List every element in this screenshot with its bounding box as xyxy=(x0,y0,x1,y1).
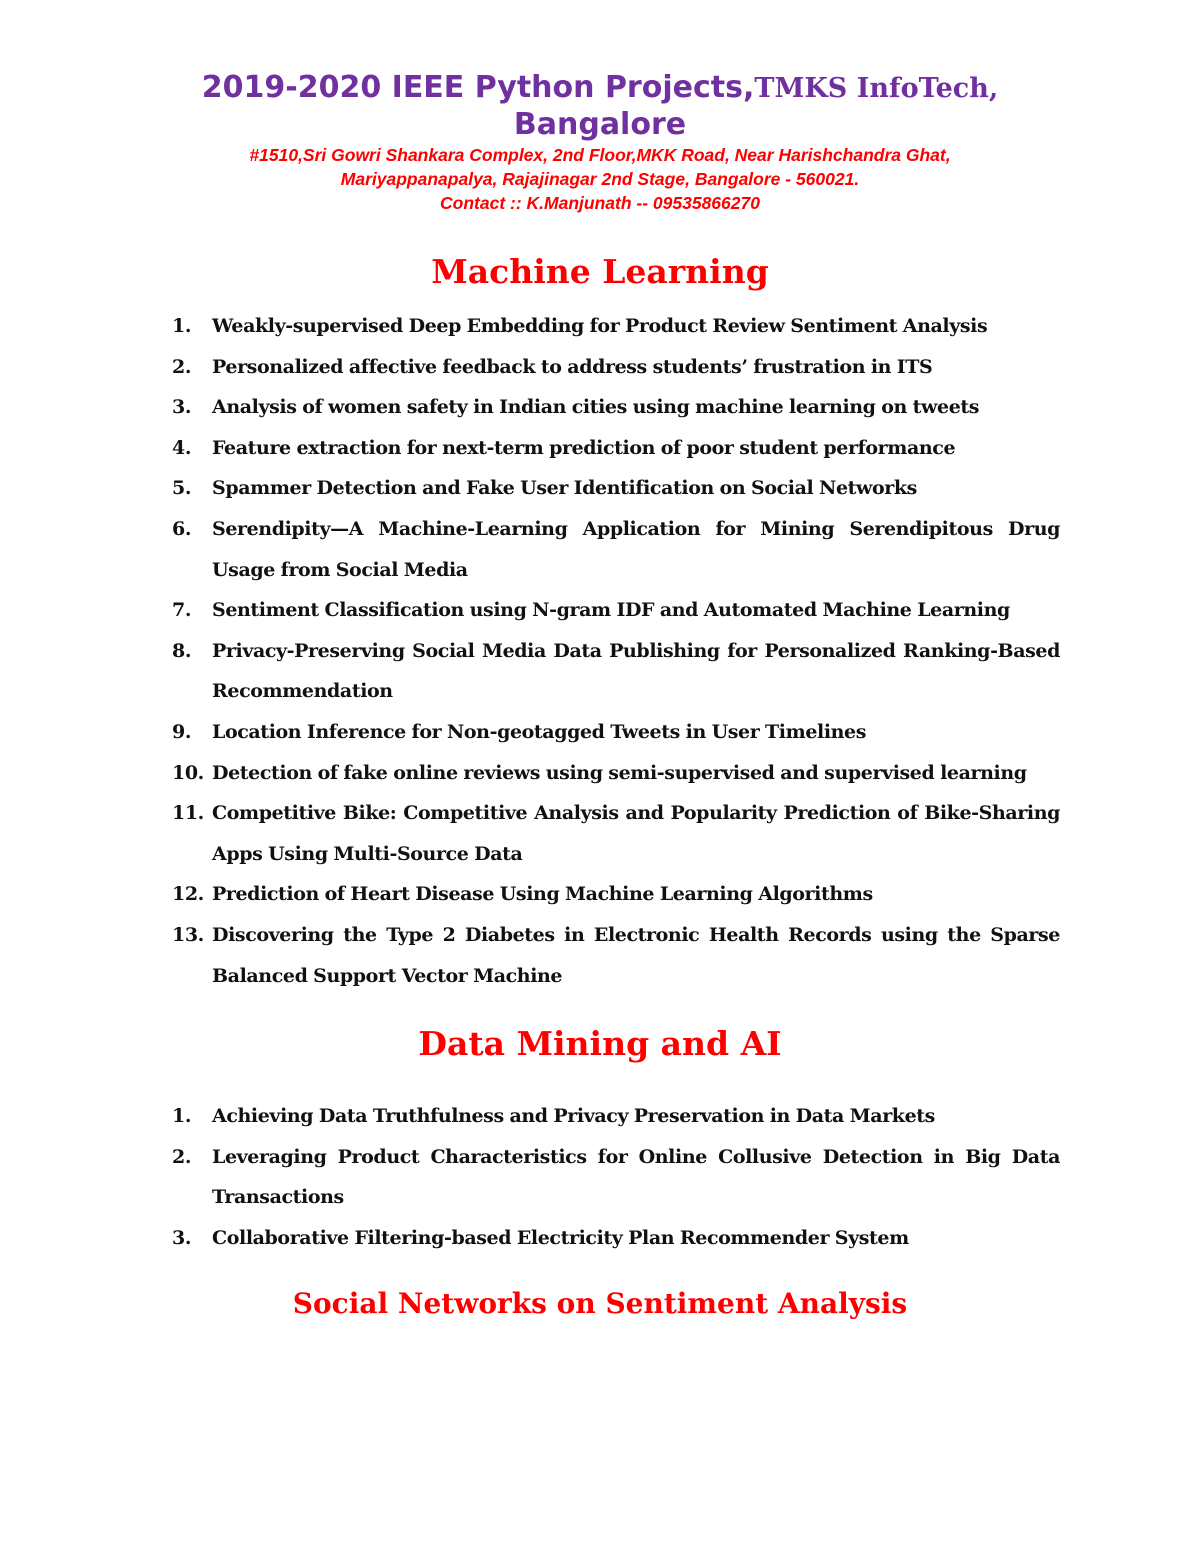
list-item-text: Location Inference for Non-geotagged Tweets in User Timelines xyxy=(212,720,867,743)
title-projects: 2019-2020 IEEE Python Projects, xyxy=(201,70,755,105)
list-item-number: 1. xyxy=(172,1105,192,1127)
title-company: TMKS InfoTech, xyxy=(754,73,999,104)
list-item xyxy=(172,1137,1060,1218)
list-item-text: Feature extraction for next-term prediction of poor student performance xyxy=(212,436,956,459)
list-item xyxy=(172,753,1060,794)
list-item xyxy=(172,428,1060,469)
list-item-text: Spammer Detection and Fake User Identification on Social Networks xyxy=(212,477,917,500)
list-item xyxy=(172,874,1060,915)
contact-line: Contact :: K.Manjunath -- 09535866270 xyxy=(440,193,760,213)
list-item-number: 1. xyxy=(172,315,192,337)
list-item-number: 2. xyxy=(172,1145,192,1168)
address-line-1: #1510,Sri Gowri Shankara Complex, 2nd Floor,MKK Road, Near Harishchandra Ghat, xyxy=(249,145,951,165)
machine-learning-list xyxy=(172,306,1060,996)
heading-data-mining: Data Mining and AI xyxy=(418,1024,782,1063)
list-item-text: Sentiment Classification using N-gram IDF and Automated Machine Learning xyxy=(212,599,1010,622)
list-item-text: Prediction of Heart Disease Using Machine Learning Algorithms xyxy=(212,883,873,906)
list-item-number: 8. xyxy=(172,639,192,662)
list-item-text: Detection of fake online reviews using semi-supervised and supervised learning xyxy=(212,761,1027,784)
list-item-number: 11. xyxy=(172,802,204,825)
list-item xyxy=(172,631,1060,712)
list-item-number: 3. xyxy=(172,1226,192,1249)
list-item-text: Privacy-Preserving Social Media Data Publishing for Personalized Ranking-Based Recommendation xyxy=(212,639,1060,703)
list-item-number: 10. xyxy=(172,761,204,784)
address-line-2: Mariyappanapalya, Rajajinagar 2nd Stage, Bangalore - 560021. xyxy=(340,169,860,189)
title-city: Bangalore xyxy=(513,107,687,142)
list-item-text: Discovering the Type 2 Diabetes in Electronic Health Records using the Sparse Balanced Support Vector Machine xyxy=(212,923,1060,987)
list-item-number: 5. xyxy=(172,477,192,500)
list-item xyxy=(172,1218,1060,1259)
list-item-text: Achieving Data Truthfulness and Privacy Preservation in Data Markets xyxy=(212,1105,935,1127)
list-item xyxy=(172,347,1060,388)
list-item-number: 2. xyxy=(172,355,192,378)
list-item xyxy=(172,468,1060,509)
heading-machine-learning: Machine Learning xyxy=(431,252,769,291)
list-item xyxy=(172,590,1060,631)
list-item-number: 12. xyxy=(172,883,204,906)
heading-social-networks: Social Networks on Sentiment Analysis xyxy=(292,1287,908,1320)
list-item-text: Analysis of women safety in Indian cities using machine learning on tweets xyxy=(212,396,980,419)
list-item-number: 6. xyxy=(172,517,192,540)
list-item xyxy=(172,509,1060,590)
list-item-number: 13. xyxy=(172,923,204,946)
document-title xyxy=(140,70,1060,107)
list-item-text: Leveraging Product Characteristics for Online Collusive Detection in Big Data Transactions xyxy=(212,1145,1060,1209)
list-item-number: 3. xyxy=(172,396,192,419)
list-item xyxy=(172,915,1060,996)
list-item-text: Personalized affective feedback to address students’ frustration in ITS xyxy=(212,355,933,378)
list-item-text: Serendipity—A Machine-Learning Application for Mining Serendipitous Drug Usage from Social Media xyxy=(212,517,1060,581)
list-item xyxy=(172,1096,1060,1137)
list-item-text: Weakly-supervised Deep Embedding for Product Review Sentiment Analysis xyxy=(212,315,988,337)
list-item-text: Collaborative Filtering-based Electricity Plan Recommender System xyxy=(212,1226,909,1249)
list-item-number: 7. xyxy=(172,599,192,622)
list-item-text: Competitive Bike: Competitive Analysis and Popularity Prediction of Bike-Sharing Apps Using Multi-Source Data xyxy=(212,802,1060,865)
document-header xyxy=(140,70,1060,215)
list-item xyxy=(172,712,1060,753)
list-item-number: 4. xyxy=(172,436,192,459)
list-item xyxy=(172,306,1060,347)
list-item xyxy=(172,793,1060,874)
data-mining-list xyxy=(172,1096,1060,1258)
list-item-number: 9. xyxy=(172,720,192,743)
list-item xyxy=(172,387,1060,428)
